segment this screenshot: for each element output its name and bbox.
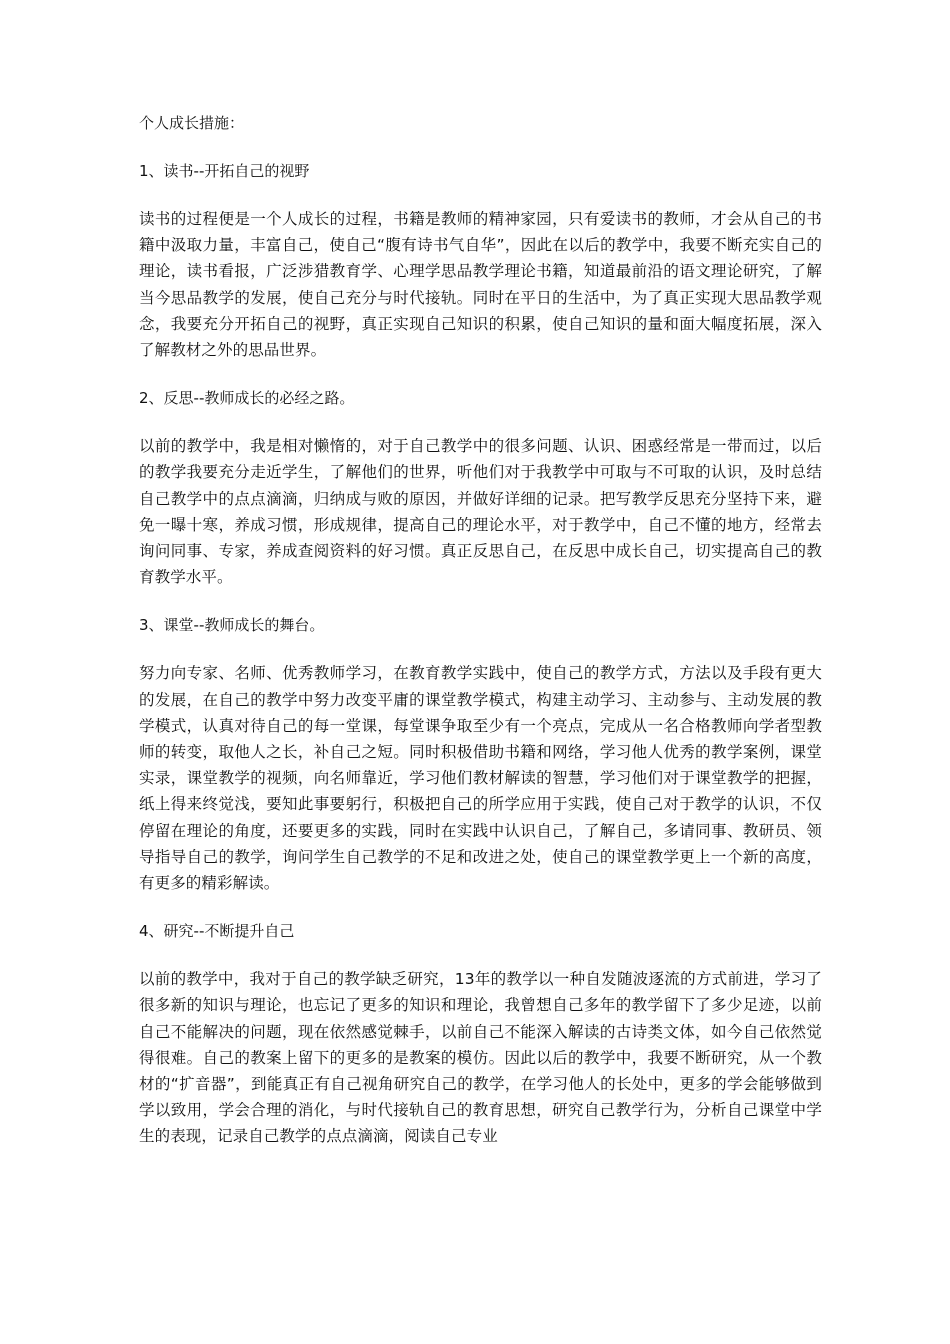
paragraph-gap (139, 896, 822, 920)
section-body-reflection: 以前的教学中，我是相对懒惰的，对于自己教学中的很多问题、认识、困惑经常是一带而过，以后的教学我要充分走近学生，了解他们的世界，听他们对于我教学中可取与不可取的认识，及时总结自己教学中的点点滴滴，归纳成与败的原因，并做好详细的记录。把写教学反思充分坚持下来，避免一曝十寒，养成习惯，形成规律，提高自己的理论水平，对于教学中，自己不懂的地方，经常去询问同事、专家，养成查阅资料的好习惯。真正反思自己，在反思中成长自己，切实提高自己的教育教学水平。 (139, 437, 822, 587)
section-body-research: 以前的教学中，我对于自己的教学缺乏研究，13年的教学以一种自发随波逐流的方式前进，学习了很多新的知识与理论，也忘记了更多的知识和理论，我曾想自己多年的教学留下了多少足迹，以前自己不能解决的问题，现在依然感觉棘手，以前自己不能深入解读的古诗类文体，如今自己依然觉得很难。自己的教案上留下的更多的是教案的模仿。因此以后的教学中，我要不断研究，从一个教材的“扩音器”，到能真正有自己视角研究自己的教学，在学习他人的长处中，更多的学会能够做到学以致用，学会合理的消化，与时代接轨自己的教育思想，研究自己教学行为，分析自己课堂中学生的表现，记录自己教学的点点滴滴，阅读自己专业 (139, 970, 822, 1146)
paragraph-gap (139, 590, 822, 614)
section-heading-reading: 1、读书--开拓自己的视野 (139, 162, 310, 180)
section-body-classroom: 努力向专家、名师、优秀教师学习，在教育教学实践中，使自己的教学方式，方法以及手段有更大的发展，在自己的教学中努力改变平庸的课堂教学模式，构建主动学习、主动参与、主动发展的教学模式，认真对待自己的每一堂课，每堂课争取至少有一个亮点，完成从一名合格教师向学者型教师的转变，取他人之长，补自己之短。同时积极借助书籍和网络，学习他人优秀的教学案例，课堂实录，课堂教学的视频，向名师靠近，学习他们教材解读的智慧，学习他们对于课堂教学的把握，纸上得来终觉浅，要知此事要躬行，积极把自己的所学应用于实践，使自己对于教学的认识，不仅停留在理论的角度，还要更多的实践，同时在实践中认识自己，了解自己，多请同事、教研员、领导指导自己的教学，询问学生自己教学的不足和改进之处，使自己的课堂教学更上一个新的高度，有更多的精彩解读。 (139, 664, 822, 893)
section-heading-reflection: 2、反思--教师成长的必经之路。 (139, 389, 355, 408)
section-body-reading: 读书的过程便是一个人成长的过程，书籍是教师的精神家园，只有爱读书的教师，才会从自己的书籍中汲取力量，丰富自己，使自己“腹有诗书气自华”，因此在以后的教学中，我要不断充实自己的理论，读书看报，广泛涉猎教育学、心理学思品教学理论书籍，知道最前沿的语文理论研究，了解当今思品教学的发展，使自己充分与时代接轨。同时在平日的生活中，为了真正实现大思品教学观念，我要充分开拓自己的视野，真正实现自己知识的积累，使自己知识的量和面大幅度拓展，深入了解教材之外的思品世界。 (139, 210, 822, 360)
document-page (139, 112, 822, 1150)
document-title: 个人成长措施： (139, 114, 245, 132)
section-heading-classroom: 3、课堂--教师成长的舞台。 (139, 616, 325, 635)
section-heading-research: 4、研究--不断提升自己 (139, 922, 295, 941)
paragraph-gap (139, 363, 822, 387)
